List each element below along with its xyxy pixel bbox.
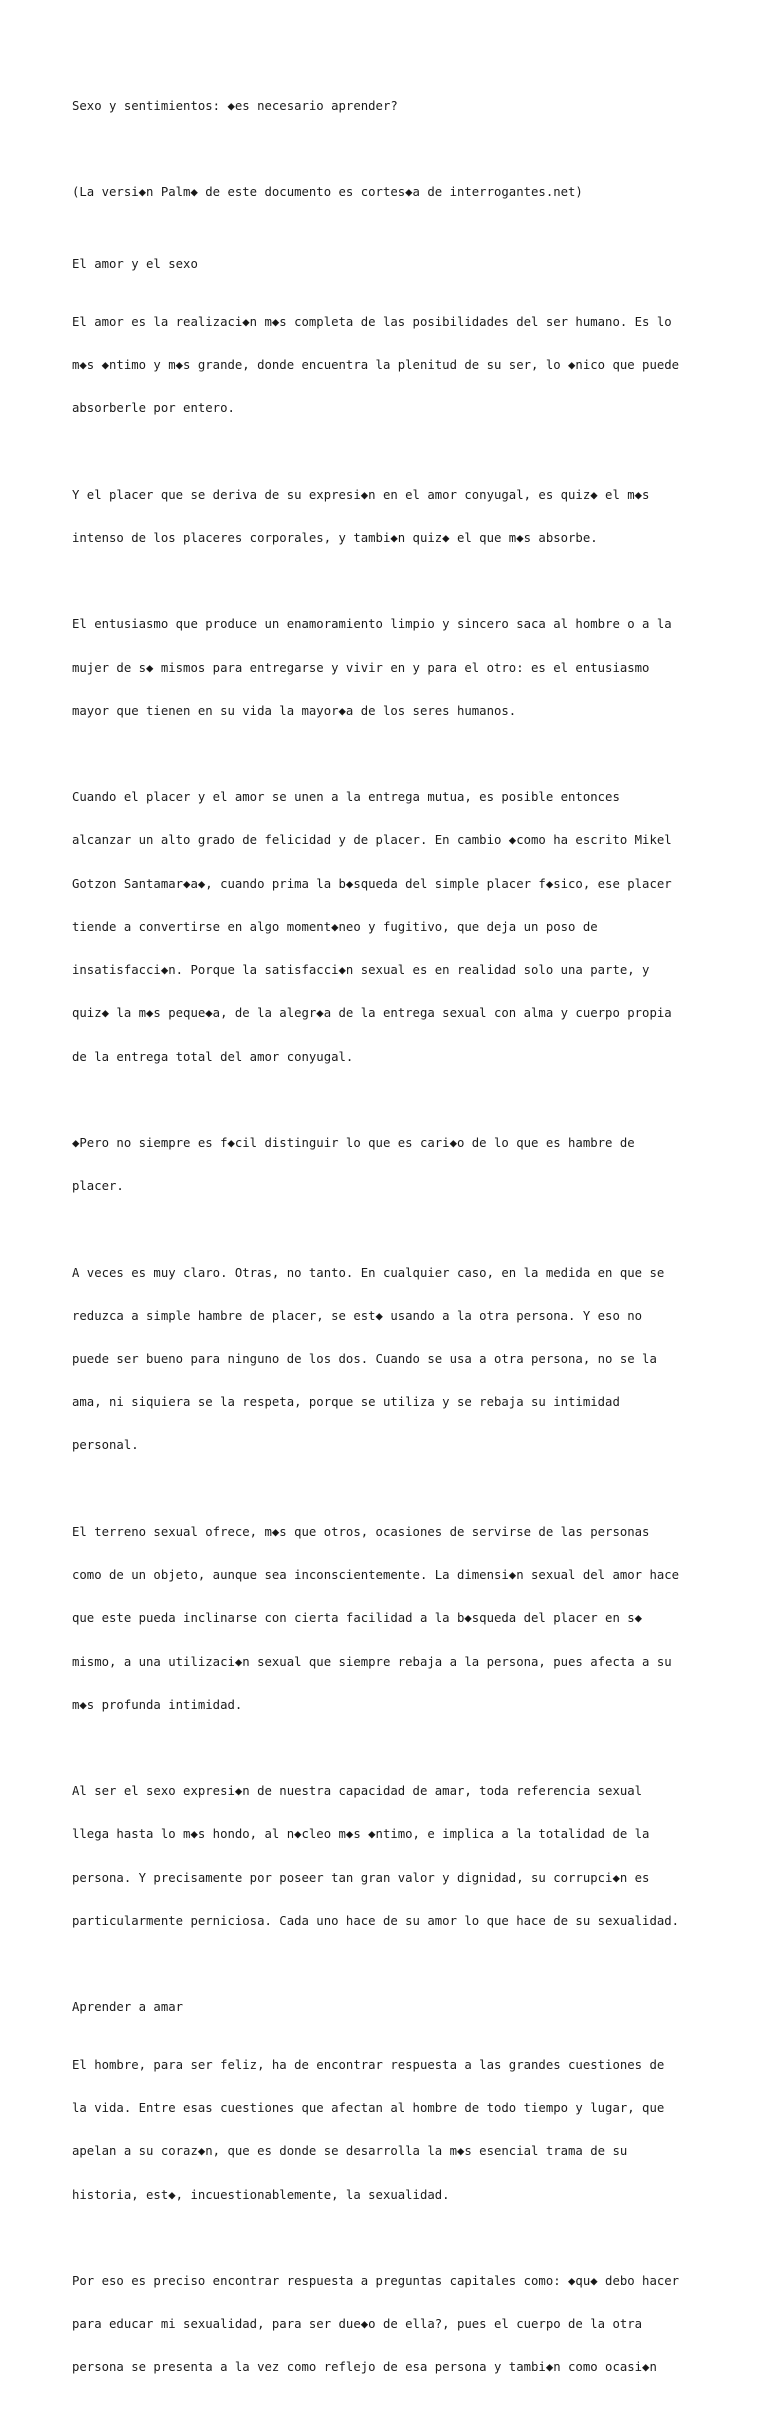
text-line: historia, est◆, incuestionablemente, la sexualidad. (72, 2187, 450, 2202)
paragraph (72, 459, 702, 574)
text-line: El hombre, para ser feliz, ha de encontrar respuesta a las grandes cuestiones de (72, 2057, 665, 2072)
text-line: particularmente perniciosa. Cada uno hace de su amor lo que hace de su sexualidad. (72, 1913, 680, 1928)
text-line: para educar mi sexualidad, para ser due◆o de ella?, pues el cuerpo de la otra (72, 2317, 643, 2332)
document-page (72, 70, 702, 2418)
text-line: El amor es la realizaci◆n m◆s completa de las posibilidades del ser humano. Es lo (72, 314, 672, 329)
text-line: m◆s profunda intimidad. (72, 1697, 243, 1712)
text-line: Cuando el placer y el amor se unen a la entrega mutua, es posible entonces (72, 790, 620, 805)
text-line: quiz◆ la m◆s peque◆a, de la alegr◆a de la entrega sexual con alma y cuerpo propia (72, 1006, 672, 1021)
text-line: alcanzar un alto grado de felicidad y de placer. En cambio ◆como ha escrito Mikel (72, 833, 672, 848)
paragraph (72, 761, 702, 1092)
paragraph (72, 1237, 702, 1482)
paragraph (72, 286, 702, 444)
paragraph (72, 2245, 702, 2403)
text-line: puede ser bueno para ninguno de los dos. Cuando se usa a otra persona, no se la (72, 1352, 657, 1367)
text-line: intenso de los placeres corporales, y tambi◆n quiz◆ el que m◆s absorbe. (72, 530, 598, 545)
text-line: El terreno sexual ofrece, m◆s que otros, ocasiones de servirse de las personas (72, 1524, 650, 1539)
text-line: ama, ni siquiera se la respeta, porque se utiliza y se rebaja su intimidad (72, 1395, 620, 1410)
text-line: mujer de s◆ mismos para entregarse y vivir en y para el otro: es el entusiasmo (72, 660, 650, 675)
text-line: persona se presenta a la vez como reflejo de esa persona y tambi◆n como ocasi◆n (72, 2360, 657, 2375)
paragraph (72, 1107, 702, 1222)
text-line: Y el placer que se deriva de su expresi◆n en el amor conyugal, es quiz◆ el m◆s (72, 487, 650, 502)
text-line: Por eso es preciso encontrar respuesta a preguntas capitales como: ◆qu◆ debo hacer (72, 2273, 680, 2288)
document-title (72, 70, 702, 142)
text-line: A veces es muy claro. Otras, no tanto. En cualquier caso, en la medida en que se (72, 1265, 665, 1280)
text-line: llega hasta lo m◆s hondo, al n◆cleo m◆s ◆ntimo, e implica a la totalidad de la (72, 1827, 650, 1842)
text-line: la vida. Entre esas cuestiones que afectan al hombre de todo tiempo y lugar, que (72, 2101, 665, 2116)
credit-note (72, 156, 702, 228)
paragraph (72, 1496, 702, 1741)
title-line: Sexo y sentimientos: ◆es necesario aprender? (72, 98, 398, 113)
text-line: personal. (72, 1438, 139, 1453)
text-line: ◆Pero no siempre es f◆cil distinguir lo que es cari◆o de lo que es hambre de (72, 1135, 635, 1150)
text-line: como de un objeto, aunque sea inconscientemente. La dimensi◆n sexual del amor hace (72, 1568, 680, 1583)
section-heading-aprender-amar: Aprender a amar (72, 2000, 184, 2015)
paragraph (72, 1755, 702, 1957)
text-line: absorberle por entero. (72, 401, 235, 416)
text-line: tiende a convertirse en algo moment◆neo y fugitivo, que deja un poso de (72, 919, 598, 934)
text-line: mismo, a una utilizaci◆n sexual que siempre rebaja a la persona, pues afecta a su (72, 1654, 672, 1669)
text-line: apelan a su coraz◆n, que es donde se desarrolla la m◆s esencial trama de su (72, 2144, 628, 2159)
text-line: placer. (72, 1179, 124, 1194)
section-heading-amor-sexo: El amor y el sexo (72, 257, 198, 272)
text-line: El entusiasmo que produce un enamoramiento limpio y sincero saca al hombre o a la (72, 617, 672, 632)
text-line: mayor que tienen en su vida la mayor◆a de los seres humanos. (72, 703, 517, 718)
paragraph (72, 589, 702, 747)
text-line: Gotzon Santamar◆a◆, cuando prima la b◆squeda del simple placer f◆sico, ese placer (72, 876, 672, 891)
text-line: persona. Y precisamente por poseer tan gran valor y dignidad, su corrupci◆n es (72, 1870, 650, 1885)
paragraph (72, 2029, 702, 2231)
text-line: m◆s ◆ntimo y m◆s grande, donde encuentra la plenitud de su ser, lo ◆nico que puede (72, 358, 680, 373)
text-line: insatisfacci◆n. Porque la satisfacci◆n sexual es en realidad solo una parte, y (72, 963, 650, 978)
text-line: reduzca a simple hambre de placer, se est◆ usando a la otra persona. Y eso no (72, 1308, 643, 1323)
text-line: de la entrega total del amor conyugal. (72, 1049, 354, 1064)
text-line: que este pueda inclinarse con cierta facilidad a la b◆squeda del placer en s◆ (72, 1611, 643, 1626)
credit-line: (La versi◆n Palm◆ de este documento es cortes◆a de interrogantes.net) (72, 185, 583, 200)
text-line: Al ser el sexo expresi◆n de nuestra capacidad de amar, toda referencia sexual (72, 1784, 643, 1799)
